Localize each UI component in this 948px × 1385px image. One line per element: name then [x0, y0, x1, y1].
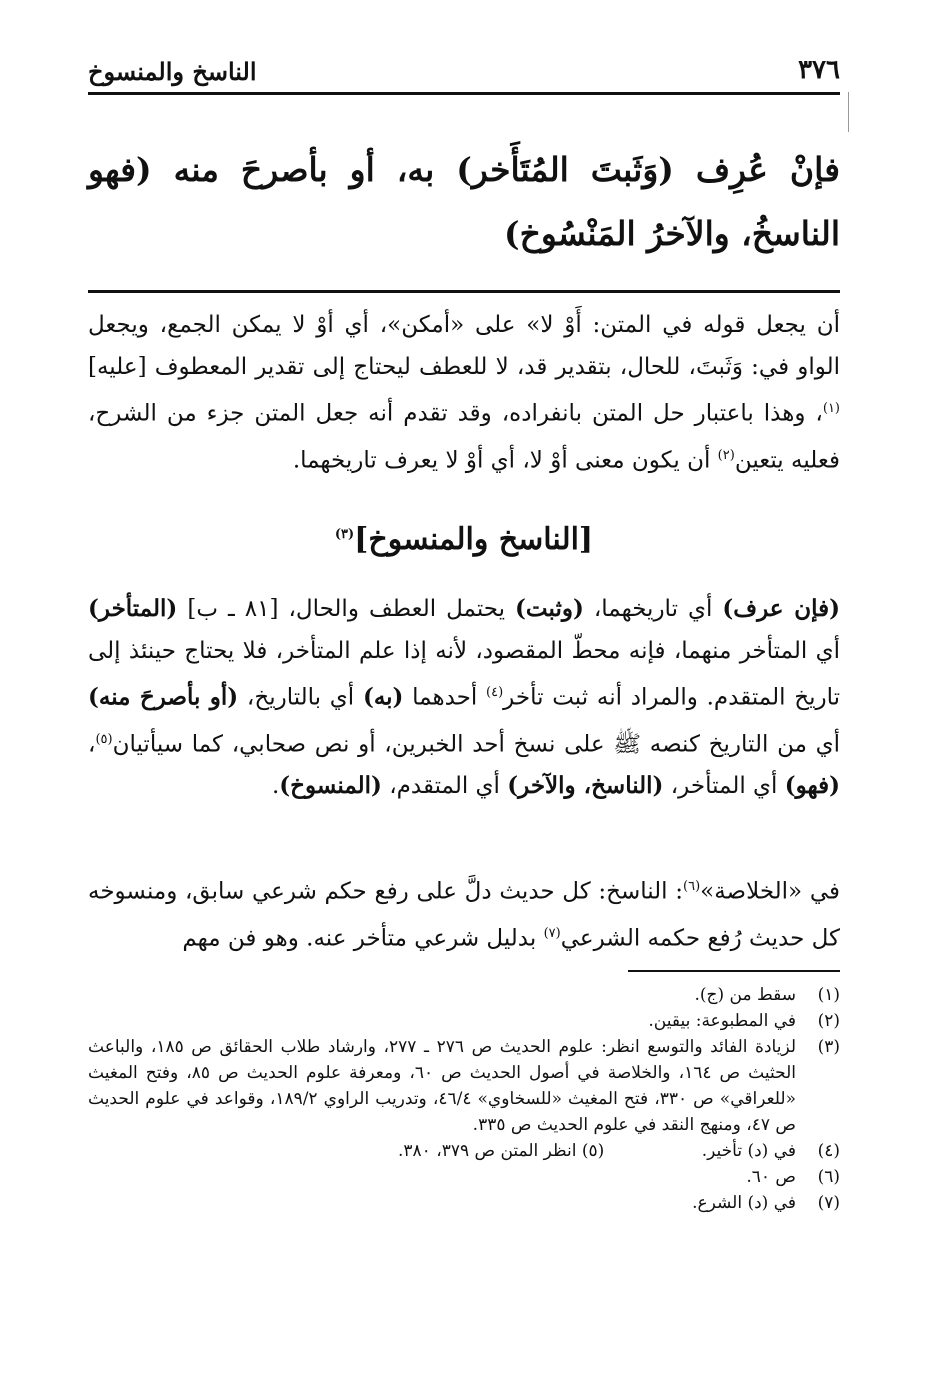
paragraph-text: أي بالتاريخ،: [238, 684, 363, 711]
paragraph-text: أي من التاريخ كنصه ﷺ على نسخ أحد الخبرين، أو نص صحابي، كما سيأتيان: [112, 731, 840, 758]
footnote-ref: (١): [822, 401, 840, 416]
quoted-matn: (فإن عرف): [722, 595, 841, 622]
paragraph-text: .: [271, 773, 280, 800]
footnote-number: (٤): [817, 1141, 840, 1161]
footnote: [88, 1138, 840, 1164]
running-header: [88, 55, 840, 91]
footnote-ref: (٣): [334, 527, 355, 542]
footnote-text-5: (٥) انظر المتن ص ٣٧٩، ٣٨٠.: [398, 1141, 605, 1161]
footnote-number: (٢): [817, 1011, 840, 1031]
commentary-paragraph-3: [88, 866, 840, 959]
footnote-ref: (٢): [717, 447, 735, 463]
paragraph-text: أي المتأخر منهما، فإنه محطّ المقصود، لأنه إذا علم المتأخر، فلا يحتاج حينئذ إلى تاريخ المتقدم. والمراد أنه ثبت تأخر: [88, 638, 840, 711]
paragraph-text: ، وهذا باعتبار حل المتن بانفراده، وقد تقدم أنه جعل المتن جزء من الشرح، فعليه يتعين: [88, 400, 840, 474]
footnote-separator: [628, 970, 840, 972]
footnote-ref: (٤): [486, 685, 504, 700]
commentary-paragraph-1: [88, 304, 840, 481]
footnote-ref: (٦): [683, 879, 701, 894]
page-number: ٣٧٦: [798, 55, 840, 85]
footnote: [88, 982, 840, 1008]
footnote-ref: (٥): [95, 731, 113, 747]
paragraph-text: أي تاريخهما،: [583, 596, 723, 622]
quoted-matn: (وثبت): [515, 595, 584, 622]
footnote: [88, 1190, 840, 1216]
footnotes: [88, 982, 840, 1216]
paragraph-text: بدليل شرعي متأخر عنه. وهو فن مهم: [182, 925, 544, 952]
quoted-matn: (المتأخر): [88, 595, 178, 622]
footnote-text: في (د) تأخير.: [701, 1141, 796, 1161]
footnote-number: (١): [817, 985, 840, 1005]
footnote-ref: (٧): [543, 925, 561, 941]
footnote-text: ص ٦٠.: [746, 1167, 796, 1187]
paragraph-text: في «الخلاصة»: [700, 878, 840, 905]
section-heading-text: [الناسخ والمنسوخ]: [354, 522, 594, 557]
quoted-matn: (به): [362, 683, 404, 711]
footnote: [88, 1008, 840, 1034]
paragraph-text: أحدهما: [403, 684, 487, 711]
paragraph-text: : الناسخ: كل حديث دلَّ على رفع حكم شرعي سابق، ومنسوخه كل حديث رُفع حكمه الشرعي: [88, 878, 840, 952]
matn-separator: [88, 290, 840, 293]
paragraph-text: يحتمل العطف والحال، [٨١ ـ ب]: [177, 596, 516, 622]
page-edge-mark: [848, 92, 849, 132]
quoted-matn: (الناسخ، والآخر): [507, 772, 664, 800]
paragraph-text: أي المتأخر،: [663, 773, 785, 800]
footnote-text: في (د) الشرع.: [692, 1193, 796, 1213]
paragraph-text: أن يكون معنى أوْ لا، أي أوْ لا يعرف تاريخهما.: [292, 447, 718, 474]
quoted-matn: (أو بأصرحَ منه): [88, 683, 239, 711]
matn-text: [88, 138, 840, 266]
quoted-matn: (فهو): [784, 772, 840, 800]
footnote-text: سقط من (ج).: [694, 985, 796, 1005]
footnote-text: في المطبوعة: بيقين.: [648, 1011, 796, 1031]
footnote-text: لزيادة الفائد والتوسع انظر: علوم الحديث ص ٢٧٦ ـ ٢٧٧، وارشاد طلاب الحقائق ص ١٨٥، والباعث الحثيث ص ١٦٤، والخلاصة في أصول الحديث ص ٦٠، ومعرفة علوم الحديث ص ٨٥، وفتح المغيث «للعراقي» ص ٣٣٠، فتح المغيث «للسخاوي» ٤٦/٤، وتدريب الراوي ١٨٩/٢، وقواعد في علوم الحديث ص ٤٧، ومنهج النقد في علوم الحديث ص ٣٣٥.: [88, 1037, 797, 1135]
quoted-matn: (المنسوخ): [279, 772, 382, 800]
paragraph-text: ،: [88, 731, 96, 758]
matn-line: فإنْ عُرِف (وَثَبتَ المُتَأَخر) به، أو بأصرحَ منه (فهو الناسخُ، والآخرُ المَنْسُوخ): [88, 150, 840, 253]
footnote-number: (٧): [817, 1193, 840, 1213]
footnote: [88, 1034, 840, 1138]
paragraph-text: أي المتقدم،: [381, 773, 508, 800]
running-title: الناسخ والمنسوخ: [88, 57, 257, 86]
footnote-number: (٣): [817, 1037, 840, 1057]
section-heading: [88, 522, 840, 557]
header-rule: [88, 92, 840, 95]
footnote: [88, 1164, 840, 1190]
commentary-paragraph-2: [88, 588, 840, 807]
paragraph-text: أن يجعل قوله في المتن: أَوْ لا» على «أمكن»، أي أوْ لا يمكن الجمع، ويجعل الواو في: وَثَبتَ، للحال، بتقدير قد، لا للعطف ليحتاج إلى تقدير المعطوف [عليه]: [88, 312, 840, 380]
footnote-number: (٦): [817, 1167, 840, 1187]
